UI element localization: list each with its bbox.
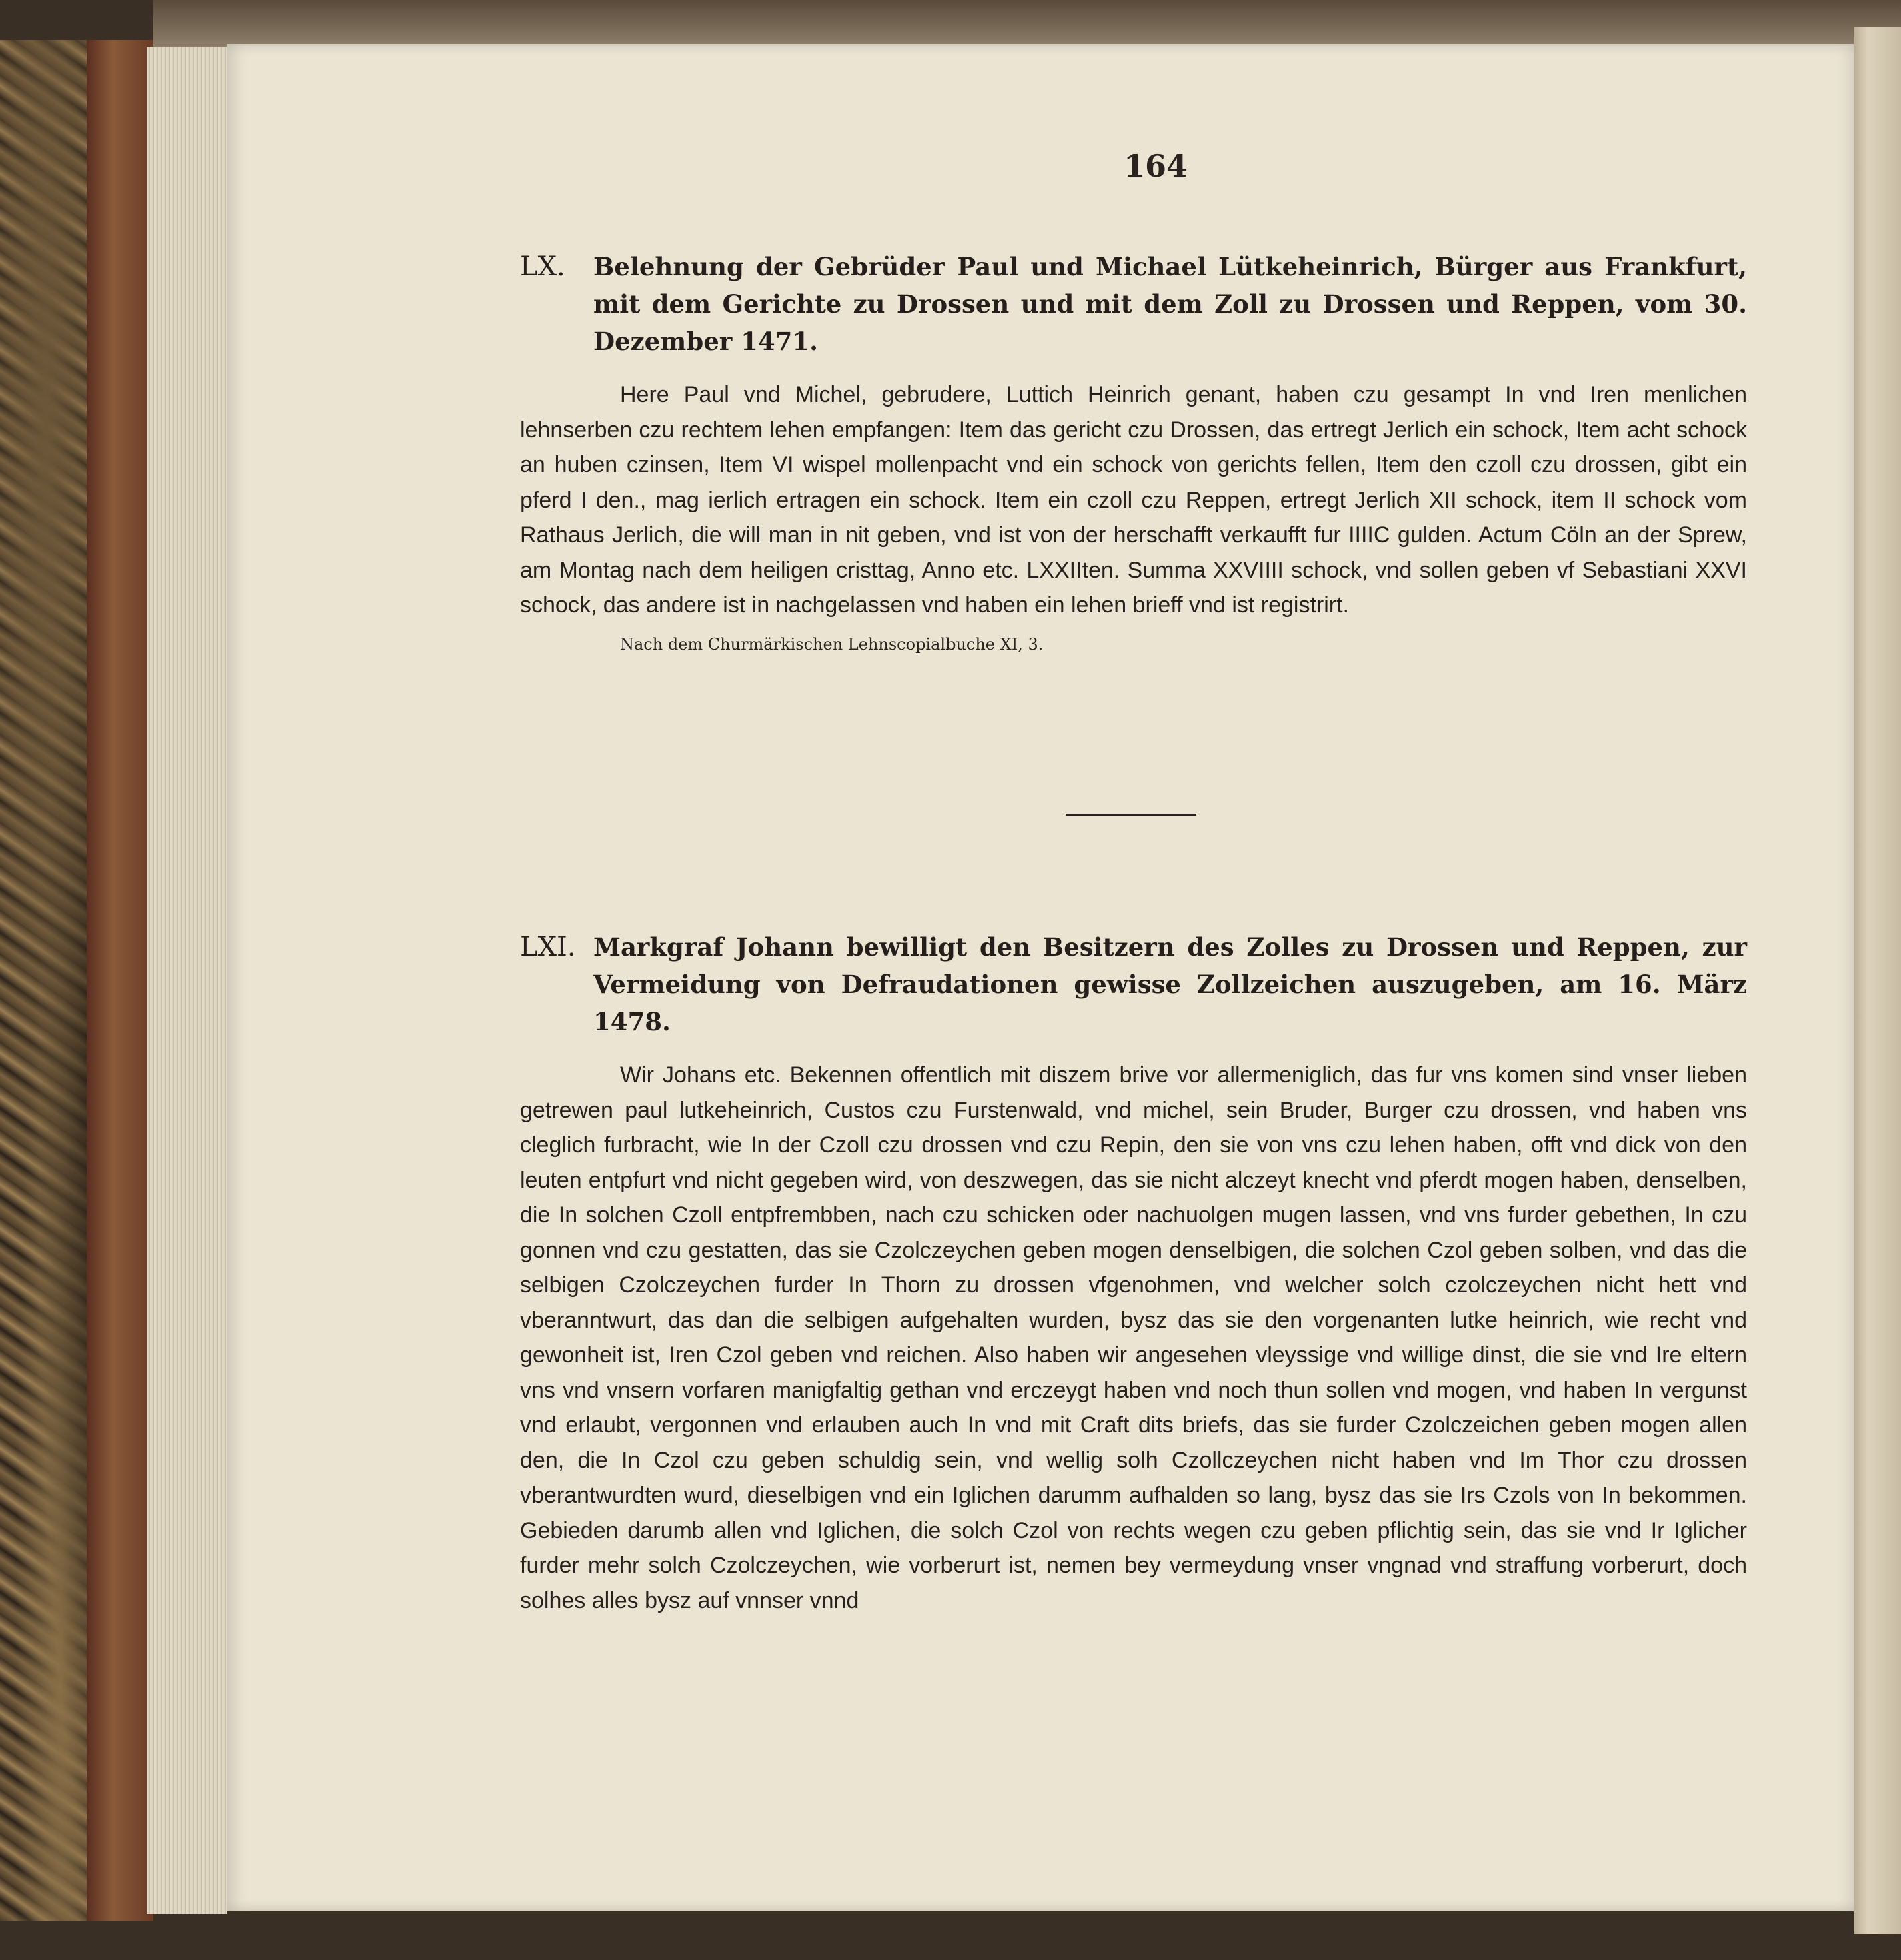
section-divider bbox=[1066, 814, 1196, 816]
page-edges bbox=[147, 47, 227, 1914]
section-body: Wir Johans etc. Bekennen offentlich mit diszem brive vor allermeniglich, das fur vns komen sind vnser lieben getrewen paul lutkeheinrich, Custos czu Furstenwald, vnd michel, sein Bruder, Burger czu drossen, vnd haben vns cleglich furbracht, wie In der Czoll czu drossen vnd czu Repin, den sie von vns czu lehen haben, offt vnd dick von den leuten entpfurt vnd nicht gegeben wird, von deszwegen, das sie nicht alczeyt knecht vnd pferdt mogen haben, denselben, die In solchen Czoll entpfrembben, nach czu schicken oder nachuolgen mugen lassen, vnd vns furder gebethen, In czu gonnen vnd czu gestatten, das sie Czolczeychen geben mogen denselbigen, die solchen Czol geben solben, vnd das die selbigen Czolczeychen furder In Thorn zu drossen vfgenohmen, vnd welcher solch czolczeychen nicht hett vnd vberanntwurt, das dan die selbigen aufgehalten wurden, bysz das sie den vorgenanten lutke heinrich, wie recht vnd gewonheit ist, Iren Czol geben vnd reichen. Also haben wir angesehen vleyssige vnd willige dinst, die sie vnd Ire eltern vns vnd vnsern vorfaren manigfaltig gethan vnd erczeygt haben vnd noch thun sollen vnd mogen, vnd haben In vergunst vnd erlaubt, vergonnen vnd erlauben auch In vnd mit Craft dits briefs, das sie furder Czolczeichen geben mogen allen den, die In Czol czu geben schuldig sein, vnd wellig solh Czollczeychen nicht haben vnd Im Thor czu drossen vberantwurdten wurd, dieselbigen vnd ein Iglichen darumm aufhalden so lang, bysz das sie Irs Czols von In bekommen. Gebieden darumb allen vnd Iglichen, die solch Czol von rechts wegen czu geben pflichtig sein, das sie vnd Ir Iglicher furder mehr solch Czolczeychen, wie vorberurt ist, nemen bey vermeydung vnser vngnad vnd straffung vorberurt, doch solhes alles bysz auf vnnser vnnd bbox=[520, 1062, 1747, 1613]
section-heading bbox=[520, 248, 1747, 360]
book-spine bbox=[87, 40, 153, 1921]
section-lxi bbox=[520, 928, 1747, 1618]
section-number: LXI. bbox=[520, 932, 576, 962]
section-number: LX. bbox=[520, 251, 565, 282]
section-body: Here Paul vnd Michel, gebrudere, Luttich Heinrich genant, haben czu gesampt In vnd Iren menlichen lehnserben czu rechtem lehen empfangen: Item das gericht czu Drossen, das ertregt Jerlich ein schock, Item acht schock an huben czinsen, Item VI wispel mollenpacht vnd ein schock von gerichts fellen, Item den czoll czu drossen, gibt ein pferd I den., mag ierlich ertragen ein schock. Item ein czoll czu Reppen, ertregt Jerlich XII schock, item II schock vom Rathaus Jerlich, die will man in nit geben, vnd ist von der herschafft verkaufft fur IIIIC gulden. Actum Cöln an der Sprew, am Montag nach dem heiligen cristtag, Anno etc. LXXIIten. Summa XXVIIII schock, vnd sollen geben vf Sebastiani XXVI schock, das andere ist in nachgelassen vnd haben ein lehen brieff vnd ist registrirt. bbox=[520, 382, 1747, 618]
source-note: Nach dem Churmärkischen Lehnscopialbuche XI, 3. bbox=[620, 634, 1044, 654]
section-title: Belehnung der Gebrüder Paul und Michael Lütkeheinrich, Bürger aus Frankfurt, mit dem Gerichte zu Drossen und mit dem Zoll zu Drossen und Reppen, vom 30. Dezember 1471. bbox=[593, 252, 1747, 356]
section-lx bbox=[520, 248, 1747, 658]
facing-page-edge bbox=[1854, 27, 1901, 1934]
section-title: Markgraf Johann bewilligt den Besitzern des Zolles zu Drossen und Reppen, zur Vermeidung von Defraudationen gewisse Zollzeichen auszugeben, am 16. März 1478. bbox=[593, 932, 1747, 1036]
section-heading bbox=[520, 928, 1747, 1040]
book-top-shadow bbox=[153, 0, 1901, 47]
